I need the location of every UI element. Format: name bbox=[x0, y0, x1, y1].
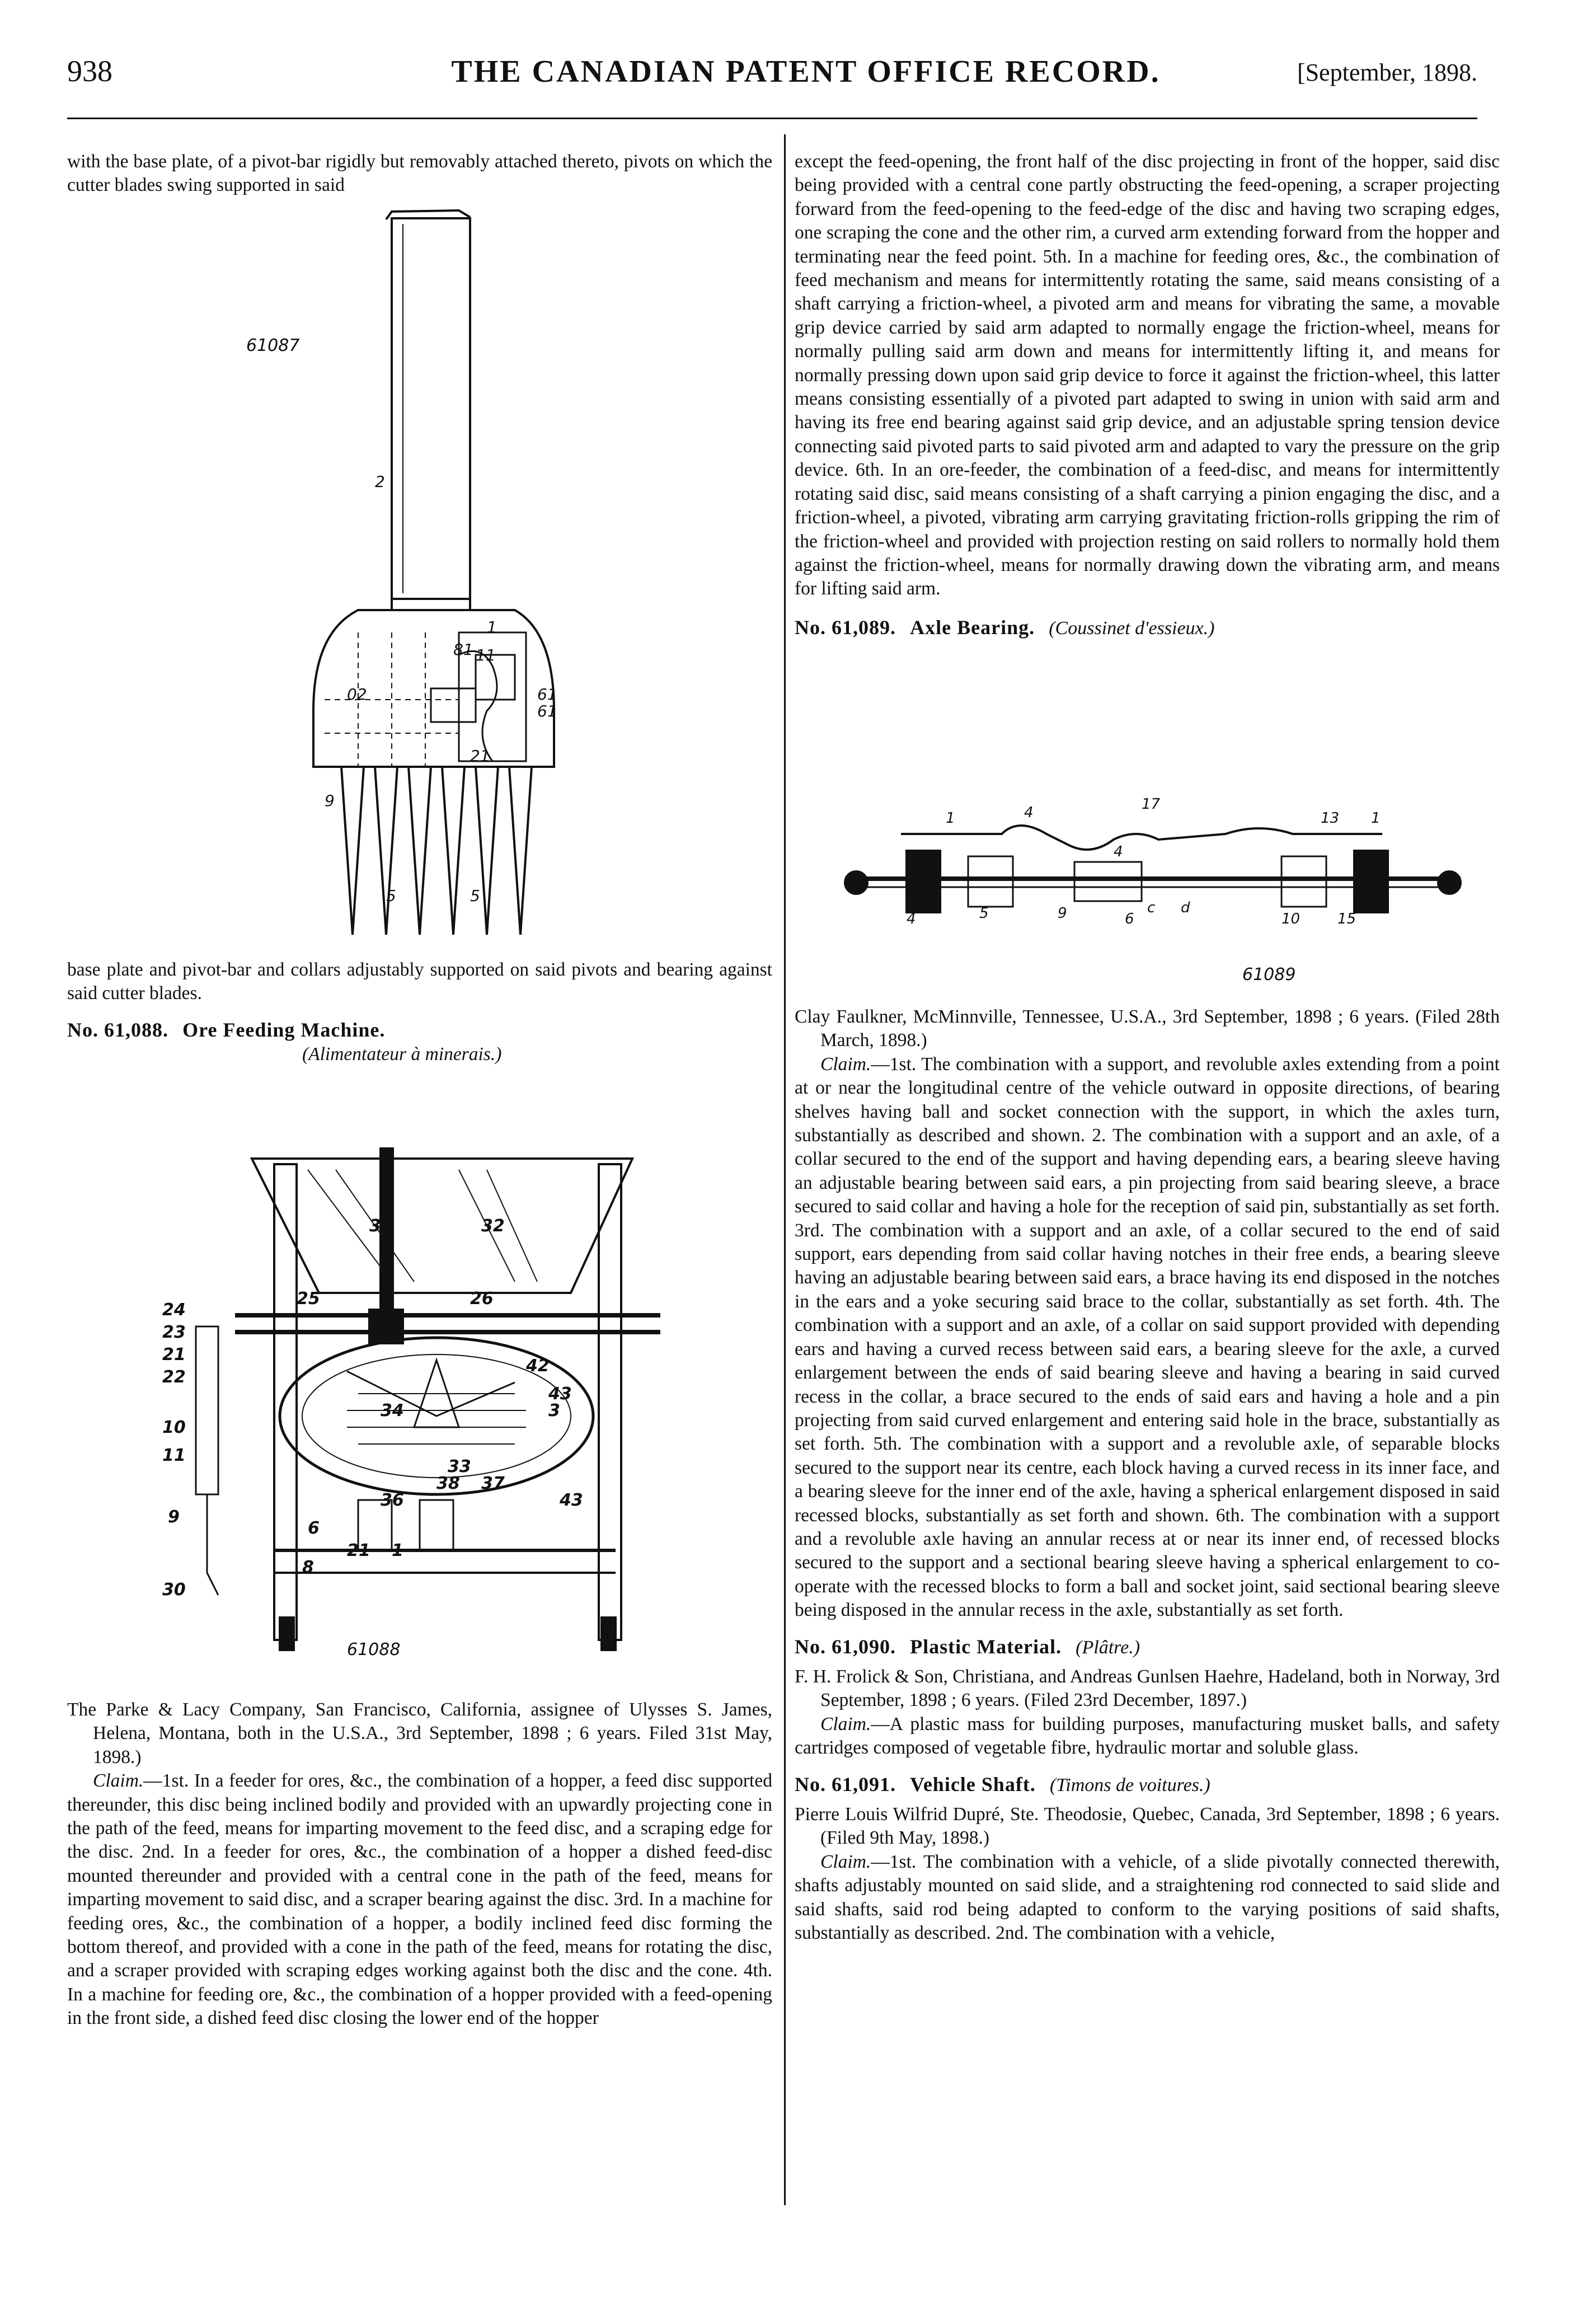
svg-text:23: 23 bbox=[162, 1323, 186, 1342]
svg-text:d: d bbox=[1181, 899, 1190, 916]
patent-61090-french: (Plâtre.) bbox=[1076, 1637, 1140, 1658]
patent-61091-applicant: Pierre Louis Wilfrid Dupré, Ste. Theodosie, Quebec, Canada, 3rd September, 1898 ; 6 years. (Filed 9th May, 1898.) bbox=[795, 1804, 1500, 1849]
svg-text:4: 4 bbox=[907, 911, 916, 927]
svg-text:26: 26 bbox=[470, 1289, 494, 1309]
patent-61091-french: (Timons de voitures.) bbox=[1049, 1774, 1210, 1796]
patent-61090-claim-label: Claim. bbox=[820, 1713, 871, 1735]
patent-61088-number: No. 61,088. bbox=[67, 1018, 168, 1041]
svg-text:1: 1 bbox=[487, 618, 497, 636]
patent-61089-applicant: Clay Faulkner, McMinnville, Tennessee, U.S.A., 3rd September, 1898 ; 6 years. (Filed 28th March, 1898.) bbox=[795, 1006, 1500, 1051]
svg-text:37: 37 bbox=[481, 1474, 505, 1493]
svg-text:33: 33 bbox=[448, 1457, 471, 1476]
patent-61088-claim-label: Claim. bbox=[93, 1770, 144, 1792]
patent-61091-title: Vehicle Shaft. bbox=[910, 1773, 1036, 1796]
svg-text:11: 11 bbox=[162, 1446, 186, 1465]
patent-61090-number: No. 61,090. bbox=[795, 1635, 896, 1658]
patent-61090-title: Plastic Material. bbox=[910, 1635, 1062, 1658]
svg-text:5: 5 bbox=[470, 887, 480, 905]
patent-61089-claim bbox=[795, 1053, 1500, 1623]
svg-text:81: 81 bbox=[453, 640, 473, 659]
svg-text:61: 61 bbox=[537, 685, 557, 704]
patent-61089-claim-text: —1st. The combination with a support, and revoluble axles extending from a point at or near the longitudinal centre of the vehicle outward in opposite directions, of bearing shelves having ball and socket connection with the support, in which the axles turn, substantially as described and shown. 2. The combination with a support and an axle, of a collar secured to the end of the support and having depending ears, a bearing sleeve having an adjustable bearing between said ears, a pin projecting from said bearing sleeve, a brace secured to said collar and having a hole for the reception of said pin, substantially as set forth. 3rd. The combination with a support and an axle, of a collar secured to the end of said support, ears depending from said collar having notches in their free ends, a bearing sleeve having an adjustable bearing between said ears, a brace having its end disposed in the notches in the ears and a yoke securing said brace to the collar, substantially as set forth. 4th. The combination with a support and an axle, of a collar on said support provided with depending ears and having a curved recess between said ears, a bearing sleeve for the axle, a curved enlargement between the ends of said bearing sleeve and having a bearing in said curved recess in the collar, a brace secured to the ends of said ears and having a hole and a pin projecting from said curved enlargement and entering said hole in the brace, substantially as set forth. 5th. The combination with a support and a revoluble axle, of separable blocks secured to the support near its centre, each block having a curved recess in its inner face, and a bearing sleeve for the inner end of the axle, having a spherical enlargement disposed in said recessed blocks, substantially as set forth and shown. 6th. The combination with a support and a revoluble axle having an annular recess at or near its inner end, of recessed blocks secured to the support and a sectional bearing sleeve having a spherical enlargement to co-operate with the recessed blocks to form a ball and socket joint, said sectional bearing sleeve being disposed in the annular recess in the axle, substantially as set forth. bbox=[795, 1053, 1500, 1621]
svg-text:10: 10 bbox=[1282, 911, 1301, 927]
patent-61089-heading bbox=[795, 616, 1500, 640]
figure-3-number: 61089 bbox=[1242, 965, 1296, 985]
svg-text:17: 17 bbox=[1142, 796, 1161, 813]
svg-text:11: 11 bbox=[476, 646, 496, 664]
svg-text:36: 36 bbox=[381, 1490, 404, 1510]
svg-text:5: 5 bbox=[386, 887, 396, 905]
patent-61090-claim bbox=[795, 1713, 1500, 1760]
figure-cutter-head bbox=[291, 207, 582, 951]
right-column-top bbox=[795, 150, 1500, 640]
svg-text:6: 6 bbox=[1125, 911, 1134, 927]
patent-61088-title: Ore Feeding Machine. bbox=[182, 1018, 386, 1041]
svg-text:3: 3 bbox=[548, 1401, 560, 1421]
issue-date: [September, 1898. bbox=[1297, 59, 1477, 86]
right-column-bottom bbox=[795, 1005, 1500, 1945]
svg-text:43: 43 bbox=[548, 1384, 572, 1404]
svg-text:02: 02 bbox=[347, 685, 367, 704]
svg-text:38: 38 bbox=[436, 1474, 460, 1493]
svg-text:1: 1 bbox=[1371, 810, 1381, 827]
svg-text:1: 1 bbox=[392, 1541, 403, 1560]
left-column-middle bbox=[67, 958, 772, 1067]
svg-text:32: 32 bbox=[481, 1216, 505, 1236]
patent-61088-claim bbox=[67, 1769, 772, 2030]
column-divider bbox=[784, 134, 786, 2205]
svg-text:c: c bbox=[1147, 899, 1156, 916]
left-column-bottom bbox=[67, 1698, 772, 2031]
svg-text:4: 4 bbox=[1024, 804, 1034, 821]
svg-text:43: 43 bbox=[560, 1490, 583, 1510]
svg-text:34: 34 bbox=[381, 1401, 404, 1421]
svg-text:1: 1 bbox=[946, 810, 955, 827]
patent-61089-title: Axle Bearing. bbox=[910, 616, 1035, 639]
continued-claim-end: base plate and pivot-bar and collars adjustably supported on said pivots and bearing against said cutter blades. bbox=[67, 959, 772, 1004]
svg-text:15: 15 bbox=[1337, 911, 1356, 927]
svg-text:30: 30 bbox=[162, 1580, 186, 1600]
svg-text:2: 2 bbox=[375, 472, 385, 491]
svg-text:13: 13 bbox=[1321, 810, 1340, 827]
patent-61091-number: No. 61,091. bbox=[795, 1773, 896, 1796]
patent-61088-claim-text: —1st. In a feeder for ores, &c., the combination of a hopper, a feed disc supported thereunder, this disc being inclined bodily and provided with an upwardly projecting cone in the path of the feed, means for imparting movement to the feed disc, and a scraping edge for the disc. 2nd. In a feeder for ores, &c., the combination of a hopper a dished feed-disc mounted thereunder and provided with a central cone in the path of the feed, means for imparting movement to said disc, and a scraper bearing against the disc. 3rd. In a machine for feeding ores, &c., the combination of a hopper, a bodily inclined feed disc forming the bottom thereof, and provided with a cone in the path of the feed, means for rotating the disc, and a scraper provided with scraping edges working against both the disc and the cone. 4th. In a machine for feeding ore, &c., the combination of a hopper provided with a feed-opening in the front side, a dished feed disc closing the lower end of the hopper bbox=[67, 1770, 772, 2029]
patent-61090-heading bbox=[795, 1635, 1500, 1660]
svg-text:22: 22 bbox=[162, 1367, 186, 1387]
svg-text:25: 25 bbox=[297, 1289, 320, 1309]
page-number: 938 bbox=[67, 54, 112, 88]
svg-text:9: 9 bbox=[168, 1507, 180, 1527]
svg-text:5: 5 bbox=[979, 905, 989, 922]
figure-1-number: 61087 bbox=[246, 336, 300, 355]
svg-text:42: 42 bbox=[526, 1356, 550, 1376]
header-rule bbox=[67, 118, 1477, 119]
svg-text:21: 21 bbox=[470, 747, 490, 765]
svg-text:10: 10 bbox=[162, 1418, 186, 1437]
svg-text:37: 37 bbox=[369, 1216, 393, 1236]
patent-61091-heading bbox=[795, 1773, 1500, 1797]
patent-61088-heading bbox=[67, 1018, 772, 1043]
figure-axle-bearing bbox=[834, 795, 1472, 940]
patent-61089-french: (Coussinet d'essieux.) bbox=[1049, 617, 1215, 639]
continued-claim-text: with the base plate, of a pivot-bar rigidly but removably attached thereto, pivots on which the cutter blades swing supported in said bbox=[67, 151, 772, 196]
figure-ore-feeding-machine bbox=[123, 1147, 683, 1651]
publication-title: THE CANADIAN PATENT OFFICE RECORD. bbox=[451, 54, 1161, 89]
patent-61090-applicant: F. H. Frolick & Son, Christiana, and Andreas Gunlsen Haehre, Hadeland, both in Norway, 3rd September, 1898 ; 6 years. (Filed 23rd December, 1897.) bbox=[795, 1666, 1500, 1711]
continued-claims: except the feed-opening, the front half of the disc projecting in front of the hopper, said disc being provided with a central cone partly obstructing the feed-opening, a scraper projecting forward from the feed-opening to the feed-edge of the disc and having two scraping edges, one scraping the cone and the other rim, a curved arm extending forward from the hopper and terminating near the feed point. 5th. In a machine for feeding ores, &c., the combination of feed mechanism and means for intermittently rotating the same, said means consisting of a shaft carrying a friction-wheel, a pivoted arm and means for vibrating the same, a movable grip device carried by said arm adapted to normally engage the friction-wheel, means for normally pulling said arm down and means for intermittently lifting it, and means for normally pressing down upon said grip device to force it against the friction-wheel, this latter means consisting essentially of a pivoted part adapted to swing in union with said arm and having its free end bearing against said grip device, and an adjustable spring tension device connecting said pivoted parts to said pivoted arm and adapted to vary the pressure on the grip device. 6th. In an ore-feeder, the combination of a feed-disc, and means for intermittently rotating said disc, said means consisting of a shaft carrying a pinion engaging the disc, and a friction-wheel, a pivoted, vibrating arm carrying gravitating friction-rolls gripping the rim of the friction-wheel and provided with projection resting on said rollers to normally hold them against the friction-wheel, means for normally drawing down the vibrating arm, and means for lifting said arm. bbox=[795, 151, 1500, 599]
patent-61089-claim-label: Claim. bbox=[820, 1053, 871, 1075]
page-header bbox=[67, 54, 1477, 99]
patent-61088-french: (Alimentateur à minerais.) bbox=[302, 1044, 502, 1065]
svg-text:4: 4 bbox=[1114, 843, 1123, 860]
svg-text:24: 24 bbox=[162, 1300, 186, 1320]
svg-text:61: 61 bbox=[537, 702, 557, 720]
svg-text:8: 8 bbox=[302, 1558, 314, 1577]
svg-text:21: 21 bbox=[347, 1541, 370, 1560]
svg-text:9: 9 bbox=[1058, 905, 1067, 922]
svg-text:6: 6 bbox=[308, 1518, 320, 1538]
svg-text:21: 21 bbox=[162, 1345, 186, 1365]
left-column-top bbox=[67, 150, 772, 198]
svg-text:9: 9 bbox=[325, 791, 335, 810]
patent-61088-applicant: The Parke & Lacy Company, San Francisco, California, assignee of Ulysses S. James, Helena, Montana, both in the U.S.A., 3rd September, 1898 ; 6 years. Filed 31st May, 1898.) bbox=[67, 1699, 772, 1768]
patent-61091-claim bbox=[795, 1850, 1500, 1946]
figure-2-number: 61088 bbox=[347, 1640, 401, 1660]
patent-61090-claim-text: —A plastic mass for building purposes, manufacturing musket balls, and safety cartridges composed of vegetable fibre, hydraulic mortar and soluble glass. bbox=[795, 1713, 1500, 1759]
patent-61091-claim-text: —1st. The combination with a vehicle, of a slide pivotally connected therewith, shafts adjustably mounted on said slide, and a straightening rod connected to said slide and said shafts, said rod being adapted to conform to the varying positions of said shafts, substantially as described. 2nd. The combination with a vehicle, bbox=[795, 1851, 1500, 1944]
patent-61089-number: No. 61,089. bbox=[795, 616, 896, 639]
patent-61091-claim-label: Claim. bbox=[820, 1851, 871, 1872]
